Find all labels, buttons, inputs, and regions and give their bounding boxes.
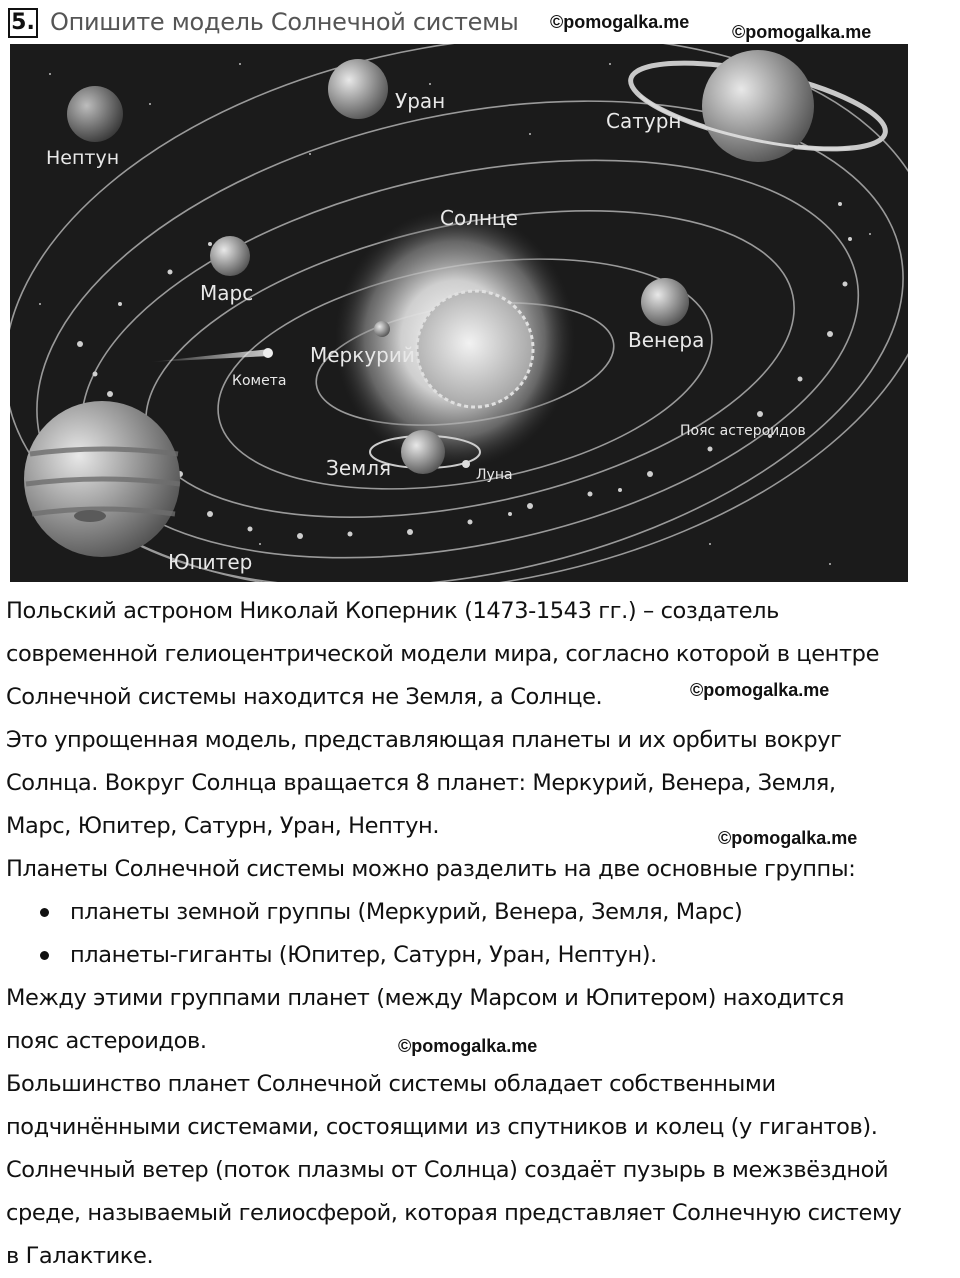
- label-saturn: Сатурн: [606, 109, 682, 133]
- watermark: ©pomogalka.me: [718, 828, 858, 848]
- text-line: Польский астроном Николай Коперник (1473-1543 гг.) – создатель: [6, 598, 780, 624]
- planet-groups-list: [6, 891, 956, 977]
- list-item: [6, 891, 956, 934]
- label-moon: Луна: [476, 467, 513, 483]
- list-item-text: планеты земной группы (Меркурий, Венера, Земля, Марс): [70, 899, 743, 925]
- label-earth: Земля: [326, 456, 392, 480]
- text-line: Это упрощенная модель, представляющая планеты и их орбиты вокруг: [6, 727, 842, 753]
- mercury-planet: [374, 321, 390, 337]
- comet-head: [263, 348, 273, 358]
- comet: [150, 349, 270, 362]
- text-line: Солнечной системы находится не Земля, а Солнце.: [6, 684, 603, 710]
- bullet-icon: [40, 908, 49, 917]
- task-number: 5.: [8, 8, 38, 38]
- label-uranus: Уран: [395, 89, 446, 113]
- label-sun: Солнце: [440, 206, 518, 230]
- label-asteroid-belt: Пояс астероидов: [680, 423, 806, 439]
- list-item-text: планеты-гиганты (Юпитер, Сатурн, Уран, Нептун).: [70, 942, 657, 968]
- uranus-planet: [328, 59, 388, 119]
- text-line: среде, называемый гелиосферой, которая представляет Солнечную систему: [6, 1200, 902, 1226]
- text-line: Солнца. Вокруг Солнца вращается 8 планет: Меркурий, Венера, Земля,: [6, 770, 836, 796]
- watermark: ©pomogalka.me: [550, 12, 690, 32]
- text-line: пояс астероидов.: [6, 1028, 207, 1054]
- list-item: [6, 934, 956, 977]
- text-line: Солнечный ветер (поток плазмы от Солнца) создаёт пузырь в межзвёздной: [6, 1157, 889, 1183]
- text-line: Планеты Солнечной системы можно разделить на две основные группы:: [6, 856, 856, 882]
- solar-system-figure: [10, 44, 908, 582]
- label-venus: Венера: [628, 328, 705, 352]
- neptune-planet: [67, 86, 123, 142]
- watermark: ©pomogalka.me: [690, 680, 830, 700]
- watermark: ©pomogalka.me: [398, 1036, 538, 1056]
- label-comet: Комета: [232, 373, 287, 389]
- label-neptune: Нептун: [46, 147, 120, 169]
- watermark: ©pomogalka.me: [732, 22, 872, 42]
- text-line: Большинство планет Солнечной системы обладает собственными: [6, 1071, 776, 1097]
- sun: [417, 291, 533, 407]
- text-line: современной гелиоцентрической модели мира, согласно которой в центре: [6, 641, 880, 667]
- jupiter-planet: [24, 401, 180, 557]
- text-line: подчинёнными системами, состоящими из спутников и колец (у гигантов).: [6, 1114, 878, 1140]
- label-mercury: Меркурий: [310, 343, 415, 367]
- text-line: в Галактике.: [6, 1243, 154, 1269]
- solar-system-svg: [10, 44, 908, 582]
- bullet-icon: [40, 951, 49, 960]
- venus-planet: [641, 278, 689, 326]
- label-jupiter: Юпитер: [168, 550, 253, 574]
- text-line: Марс, Юпитер, Сатурн, Уран, Нептун.: [6, 813, 440, 839]
- text-line: Между этими группами планет (между Марсом и Юпитером) находится: [6, 985, 844, 1011]
- label-mars: Марс: [200, 281, 254, 305]
- task-title: Опишите модель Солнечной системы: [50, 8, 519, 36]
- mars-planet: [210, 236, 250, 276]
